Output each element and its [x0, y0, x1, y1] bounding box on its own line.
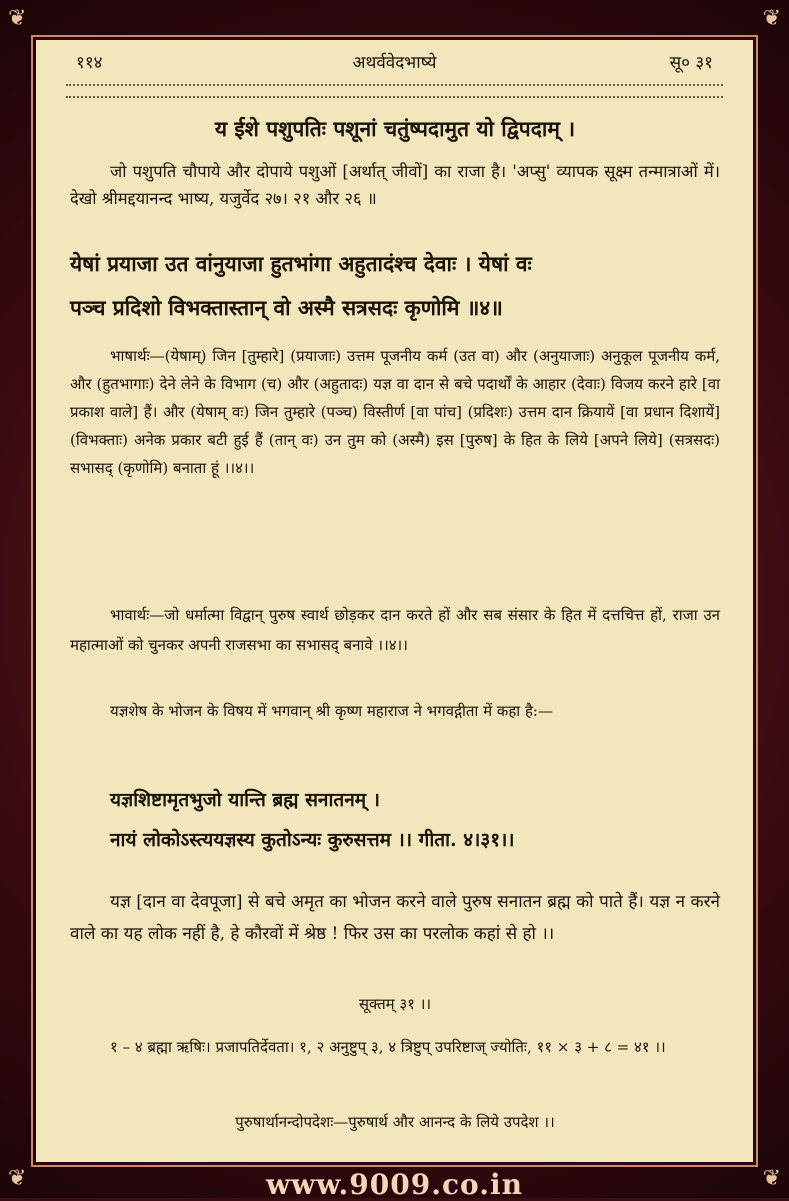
corner-flourish-icon: ❦ [762, 6, 781, 31]
rishi-devata-line: १ – ४ ब्रह्मा ऋषिः। प्रजापतिर्देवता। १, २ अनुष्टुप् ३, ४ त्रिष्टुप् उपरिष्टाज् ज्योतिः, ११ × ३ + ८ = ४१ ।। [110, 1038, 666, 1056]
mantra-verse [70, 242, 720, 330]
corner-flourish-icon: ❦ [762, 1166, 781, 1191]
corner-flourish-icon: ❦ [8, 1166, 27, 1191]
sukta-reference: सू० ३१ [669, 53, 713, 73]
bhavartha-paragraph: भावार्थः—जो धर्मात्मा विद्वान् पुरुष स्वार्थ छोड़कर दान करते हों और सब संसार के हित में दत्तचित्त हों, राजा उन महात्माओं को चुनकर अपनी राजसभा का सभासद् बनावे ।।४।। [70, 606, 720, 654]
gita-quote [110, 780, 720, 860]
commentary-paragraph: जो पशुपति चौपाये और दोपाये पशुओं [अर्थात् जीवों] का राजा है। 'अप्सु' व्यापक सूक्ष्म तन्मात्राओं में। देखो श्रीमद्दयानन्द भाष्य, यजुर्वेद २७। २१ और २६ ॥ [70, 162, 720, 208]
corner-flourish-icon: ❦ [8, 6, 27, 31]
verse-line: यज्ञशिष्टामृतभुजो यान्ति ब्रह्म सनातनम् । [110, 789, 380, 811]
gita-commentary: यज्ञ [दान वा देवपूजा] से बचे अमृत का भोजन करने वाले पुरुष सनातन ब्रह्म को पाते हैं। यज्ञ न करने वाले का यह लोक नहीं है, हे कौरवों में श्रेष्ठ ! फिर उस का परलोक कहां से हो ।। [70, 892, 720, 944]
verse-line: नायं लोकोऽस्त्ययज्ञस्य कुतोऽन्यः कुरुसत्तम ।। गीता. ४।३१।। [110, 829, 515, 851]
ornamental-divider [66, 84, 723, 98]
verse-line: येषां प्रयाजा उत वांनुयाजा हुतभांगा अहुतादंश्च देवाः । येषां वः [70, 251, 532, 276]
sukta-heading: सूक्तम् ३१ ।। [358, 995, 432, 1013]
gita-intro: यज्ञशेष के भोजन के विषय में भगवान् श्री कृष्ण महाराज ने भगवद्गीता में कहा है:— [110, 702, 553, 720]
subject-line: पुरुषार्थानन्दोपदेशः—पुरुषार्थ और आनन्द के लिये उपदेश ।। [235, 1113, 555, 1131]
book-title: अथर्ववेदभाष्ये [352, 53, 437, 73]
footer-url: www.9009.co.in [266, 1168, 523, 1201]
padartha-paragraph: भाषार्थः—(येषाम्) जिन [तुम्हारे] (प्रयाजाः) उत्तम पूजनीय कर्म (उत वा) और (अनुयाजाः) अनुकूल पूजनीय कर्म, और (हुतभागाः) देने लेने के विभाग (च) और (अहुतादः) यज्ञ वा दान से बचे पदार्थों के आहार (देवाः) विजय करने हारे [वा प्रकाश वाले] हैं। और (येषाम् वः) जिन तुम्हारे (पञ्च) विस्तीर्ण [वा पांच] (प्रदिशः) उत्तम दान क्रियायें [वा प्रधान दिशायें] (विभक्ताः) अनेक प्रकार बटी हुई हैं (तान् वः) उन तुम को (अस्मै) इस [पुरुष] के हित के लिये [अपने लिये] (सत्रसदः) सभासद् (कृणोमि) बनाता हूं ।।४।। [70, 347, 720, 477]
page-number: ११४ [76, 53, 103, 73]
running-header [36, 50, 753, 80]
book-page [36, 40, 753, 1162]
verse-line: पञ्च प्रदिशो विभक्तास्तान् वो अस्मै सत्रसदः कृणोमि ॥४॥ [70, 295, 503, 320]
verse-line: य ईशे पशुपतिः पशूनां चतुंष्पदामुत यो द्विपदाम् । [214, 116, 576, 141]
